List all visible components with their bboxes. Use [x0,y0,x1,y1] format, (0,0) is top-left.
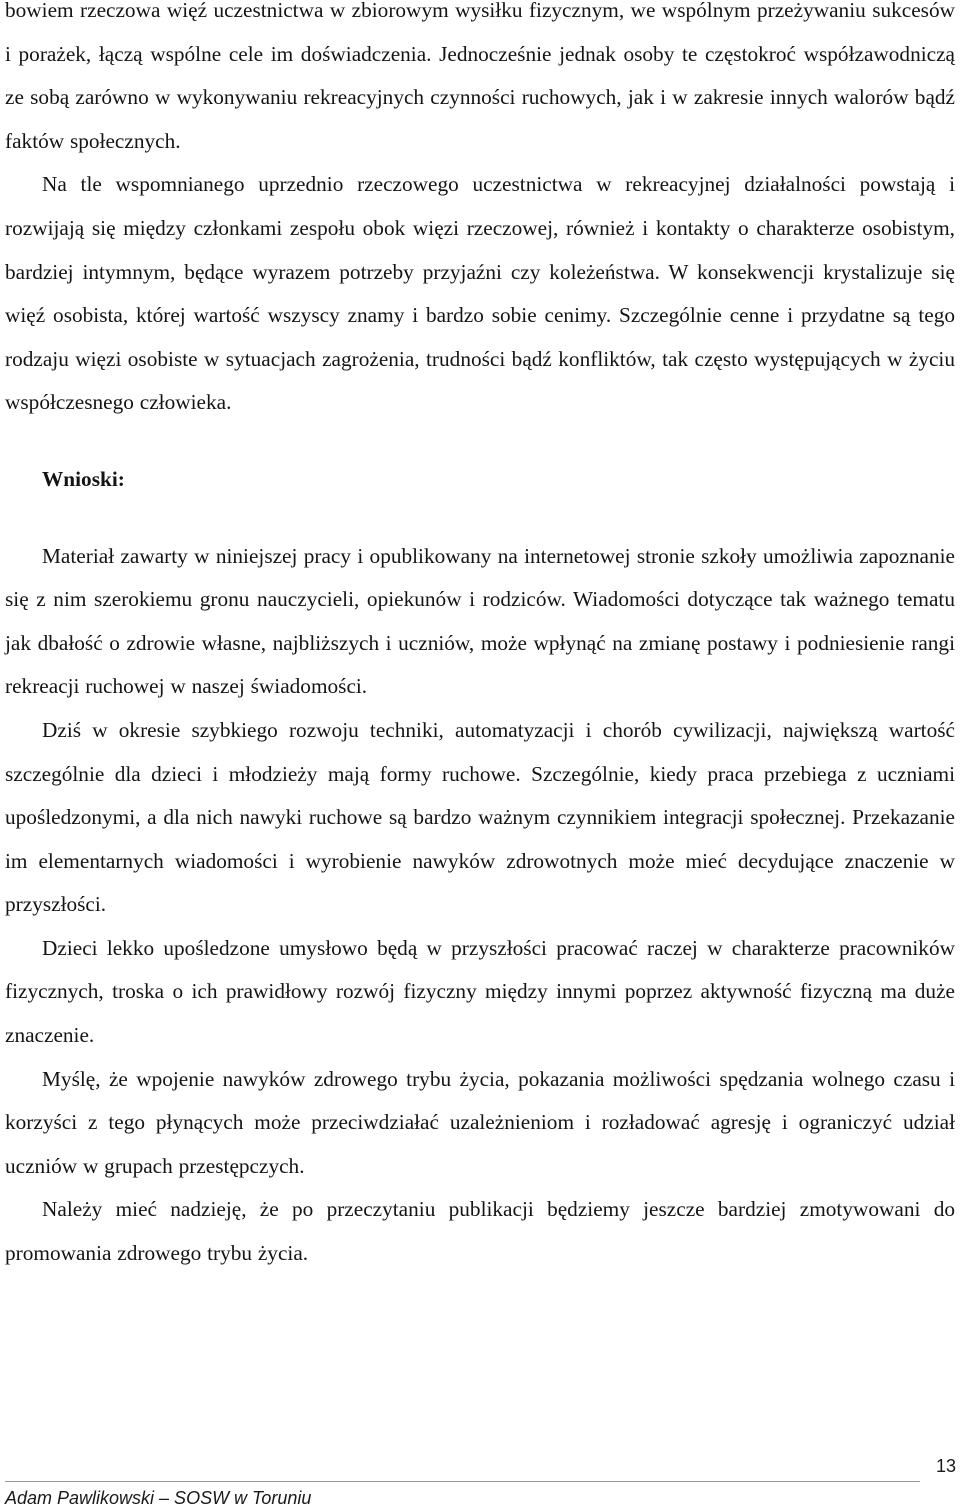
paragraph-conclusion-3: Dzieci lekko upośledzone umysłowo będą w przyszłości pracować raczej w charakterze pracowników fizycznych, troska o ich prawidłowy rozwój fizyczny między innymi poprzez aktywność fizyczną ma duże znaczenie. [5,935,955,1048]
footer-divider [5,1481,920,1482]
paragraph-conclusion-5: Należy mieć nadzieję, że po przeczytaniu publikacji będziemy jeszcze bardziej zmotywowani do promowania zdrowego trybu życia. [5,1197,955,1266]
paragraph-intro-1: bowiem rzeczowa więź uczestnictwa w zbiorowym wysiłku fizycznym, we wspólnym przeżywaniu sukcesów i porażek, łączą wspólne cele im doświadczenia. Jednocześnie jednak osoby te częstokroć współzawodniczą ze sobą zarówno w wykonywaniu rekreacyjnych czynności ruchowych, jak i w zakresie innych walorów bądź faktów społecznych. [5,0,955,153]
paragraph-conclusion-1: Materiał zawarty w niniejszej pracy i opublikowany na internetowej stronie szkoły umożliwia zapoznanie się z nim szerokiemu gronu nauczycieli, opiekunów i rodziców. Wiadomości dotyczące tak ważnego tematu jak dbałość o zdrowie własne, najbliższych i uczniów, może wpłynąć na zmianę postawy i podniesienie rangi rekreacji ruchowej w naszej świadomości. [5,543,955,699]
footer-author: Adam Pawlikowski – SOSW w Toruniu [5,1488,312,1508]
page-number: 13 [935,1456,956,1476]
paragraph-intro-2: Na tle wspomnianego uprzednio rzeczowego uczestnictwa w rekreacyjnej działalności powstają i rozwijają się między członkami zespołu obok więzi rzeczowej, również i kontakty o charakterze osobistym, bardziej intymnym, będące wyrazem potrzeby przyjaźni czy koleżeństwa. W konsekwencji krystalizuje się więź osobista, której wartość wszyscy znamy i bardzo sobie cenimy. Szczególnie cenne i przydatne są tego rodzaju więzi osobiste w sytuacjach zagrożenia, trudności bądź konfliktów, tak często występujących w życiu współczesnego człowieka. [5,172,955,415]
document-body [5,0,955,1276]
section-heading: Wnioski: [42,466,125,491]
paragraph-conclusion-4: Myślę, że wpojenie nawyków zdrowego trybu życia, pokazania możliwości spędzania wolnego czasu i korzyści z tego płynących może przeciwdziałać uzależnieniom i rozładować agresję i ograniczyć udział uczniów w grupach przestępczych. [5,1066,955,1178]
paragraph-conclusion-2: Dziś w okresie szybkiego rozwoju techniki, automatyzacji i chorób cywilizacji, największą wartość szczególnie dla dzieci i młodzieży mają formy ruchowe. Szczególnie, kiedy praca przebiega z uczniami upośledzonymi, a dla nich nawyki ruchowe są bardzo ważnym czynnikiem integracji społecznej. Przekazanie im elementarnych wiadomości i wyrobienie nawyków zdrowotnych może mieć decydujące znaczenie w przyszłości. [5,717,955,917]
